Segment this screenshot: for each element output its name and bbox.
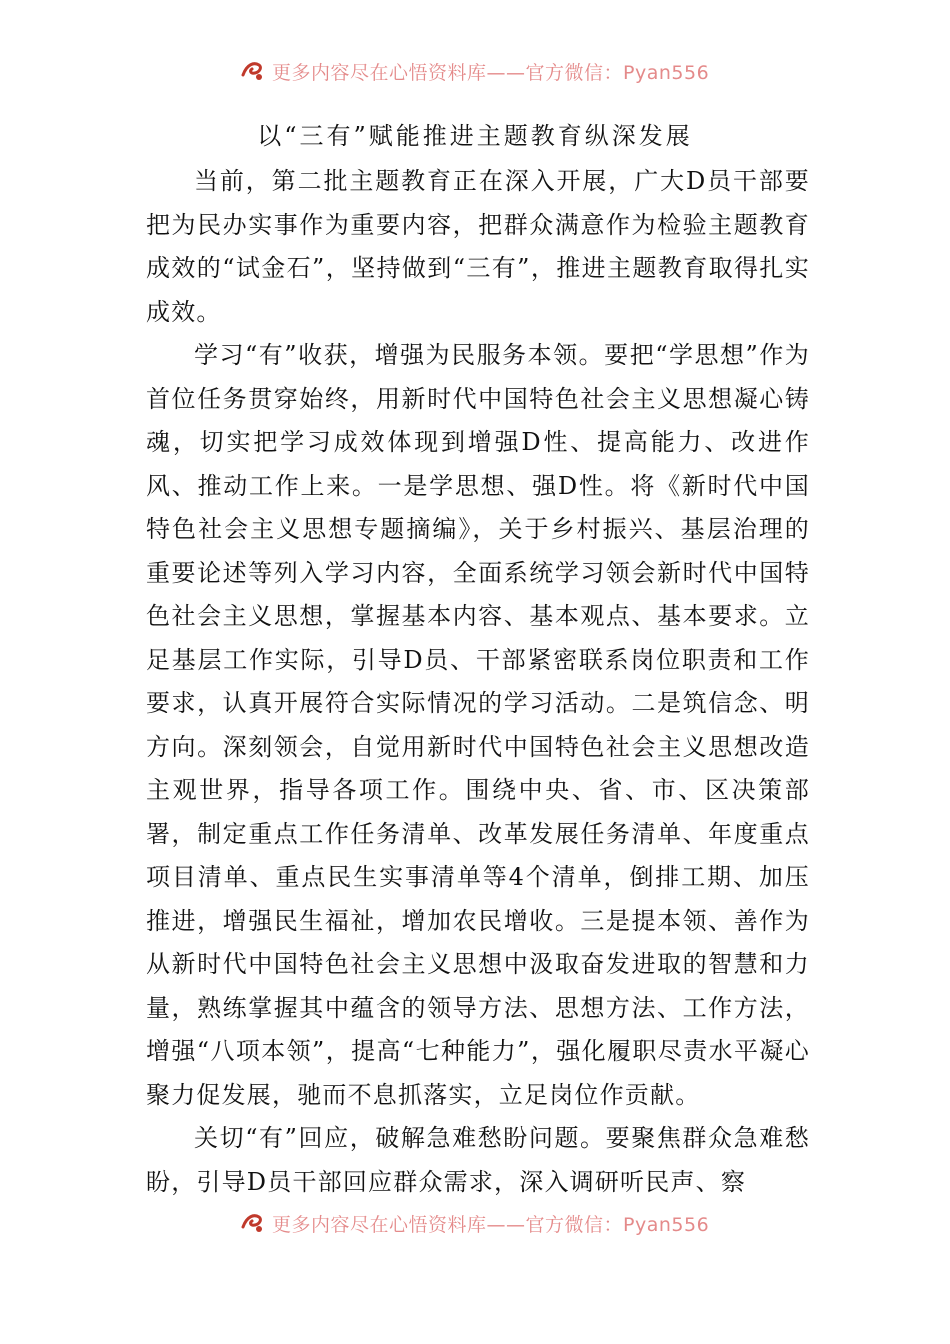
watermark-text: 更多内容尽在心悟资料库——官方微信：Pyan556 [272, 1213, 710, 1236]
watermark-logo-icon [240, 60, 266, 82]
watermark-footer [240, 1210, 740, 1236]
paragraph-intro: 当前，第二批主题教育正在深入开展，广大D员干部要把为民办实事作为重要内容，把群众满意作为检验主题教育成效的“试金石”，坚持做到“三有”，推进主题教育取得扎实成效。 [146, 167, 810, 326]
document-body [146, 160, 810, 1204]
paragraph-concerns: 关切“有”回应，破解急难愁盼问题。要聚焦群众急难愁盼，引导D员干部回应群众需求，深入调研听民声、察 [146, 1124, 810, 1196]
watermark-logo-icon [240, 1212, 266, 1234]
document-title: 以“三有”赋能推进主题教育纵深发展 [257, 122, 693, 150]
watermark-header [240, 58, 740, 84]
watermark-text: 更多内容尽在心悟资料库——官方微信：Pyan556 [272, 61, 710, 84]
paragraph-learning: 学习“有”收获，增强为民服务本领。要把“学思想”作为首位任务贯穿始终，用新时代中国特色社会主义思想凝心铸魂，切实把学习成效体现到增强D性、提高能力、改进作风、推动工作上来。一是学思想、强D性。将《新时代中国特色社会主义思想专题摘编》，关于乡村振兴、基层治理的重要论述等列入学习内容，全面系统学习领会新时代中国特色社会主义思想，掌握基本内容、基本观点、基本要求。立足基层工作实际，引导D员、干部紧密联系岗位职责和工作要求，认真开展符合实际情况的学习活动。二是筑信念、明方向。深刻领会，自觉用新时代中国特色社会主义思想改造主观世界，指导各项工作。围绕中央、省、市、区决策部署，制定重点工作任务清单、改革发展任务清单、年度重点项目清单、重点民生实事清单等4个清单，倒排工期、加压推进，增强民生福祉，增加农民增收。三是提本领、善作为从新时代中国特色社会主义思想中汲取奋发进取的智慧和力量，熟练掌握其中蕴含的领导方法、思想方法、工作方法，增强“八项本领”，提高“七种能力”，强化履职尽责水平凝心聚力促发展，驰而不息抓落实，立足岗位作贡献。 [146, 341, 810, 1109]
